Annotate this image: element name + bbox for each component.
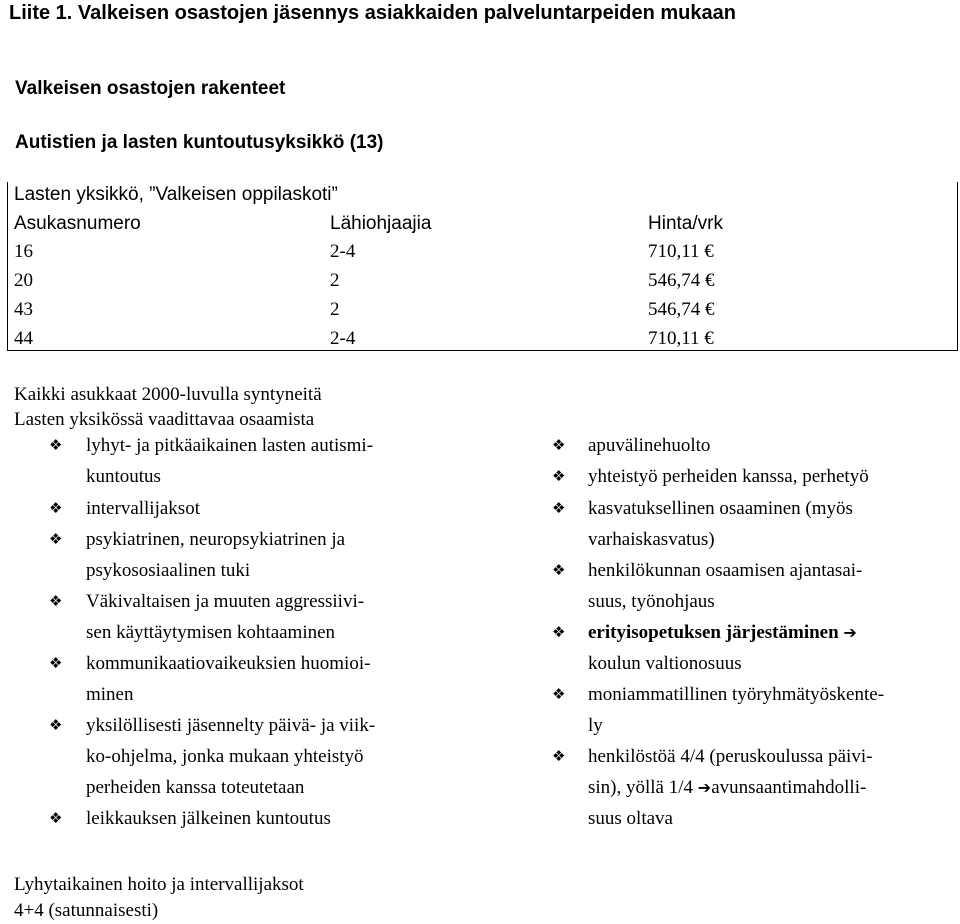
table-cell: 546,74 € bbox=[648, 270, 715, 291]
bullet-diamond-icon: ❖ bbox=[49, 530, 63, 548]
bullet-diamond-icon: ❖ bbox=[552, 561, 566, 579]
emphasis-text: erityisopetuksen järjestäminen bbox=[588, 622, 839, 643]
list-item: Väkivaltaisen ja muuten aggressiivi- bbox=[86, 591, 365, 612]
list-item: koulun valtionosuus bbox=[588, 653, 742, 674]
bullet-diamond-icon: ❖ bbox=[49, 592, 63, 610]
list-item-text: sin), yöllä 1/4 bbox=[588, 777, 694, 798]
bullet-diamond-icon: ❖ bbox=[552, 499, 566, 517]
table-cell: 2-4 bbox=[330, 328, 356, 349]
table-cell: 44 bbox=[14, 328, 33, 349]
list-item bbox=[588, 622, 857, 644]
bullet-diamond-icon: ❖ bbox=[49, 809, 63, 827]
bullet-diamond-icon: ❖ bbox=[49, 716, 63, 734]
list-item-text: avunsaantimahdolli- bbox=[711, 777, 867, 798]
section-title: Valkeisen osastojen rakenteet bbox=[15, 78, 286, 99]
arrow-right-icon: ➔ bbox=[843, 623, 857, 642]
list-item: ko-ohjelma, jonka mukaan yhteistyö bbox=[86, 746, 364, 767]
list-item: kuntoutus bbox=[86, 466, 161, 487]
bullet-diamond-icon: ❖ bbox=[552, 623, 566, 641]
bullet-diamond-icon: ❖ bbox=[49, 654, 63, 672]
list-item: psykososiaalinen tuki bbox=[86, 560, 251, 581]
list-item: ly bbox=[588, 715, 603, 736]
bullet-diamond-icon: ❖ bbox=[552, 747, 566, 765]
table-cell: 2 bbox=[330, 299, 340, 320]
list-item: moniammatillinen työryhmätyöskente- bbox=[588, 684, 885, 705]
list-item: leikkauksen jälkeinen kuntoutus bbox=[86, 808, 331, 829]
skills-heading: Lasten yksikössä vaadittavaa osaamista bbox=[14, 409, 315, 430]
table-cell: 546,74 € bbox=[648, 299, 715, 320]
table-cell: 710,11 € bbox=[648, 241, 714, 262]
list-item: suus, työnohjaus bbox=[588, 591, 715, 612]
list-item: suus oltava bbox=[588, 808, 673, 829]
list-item: henkilöstöä 4/4 (peruskoulussa päivi- bbox=[588, 746, 873, 767]
list-item: varhaiskasvatus) bbox=[588, 529, 715, 550]
list-item bbox=[588, 777, 866, 799]
table-header: Lähiohjaajia bbox=[330, 213, 432, 234]
residents-note: Kaikki asukkaat 2000-luvulla syntyneitä bbox=[14, 384, 322, 405]
list-item: sen käyttäytymisen kohtaaminen bbox=[86, 622, 336, 643]
unit-table-frame bbox=[7, 182, 958, 351]
table-cell: 20 bbox=[14, 270, 33, 291]
list-item: intervallijaksot bbox=[86, 498, 200, 519]
footer-line: Lyhytaikainen hoito ja intervallijaksot bbox=[14, 874, 304, 895]
bullet-diamond-icon: ❖ bbox=[552, 685, 566, 703]
bullet-diamond-icon: ❖ bbox=[552, 467, 566, 485]
list-item: lyhyt- ja pitkäaikainen lasten autismi- bbox=[86, 435, 374, 456]
table-header: Asukasnumero bbox=[14, 213, 141, 234]
table-cell: 2-4 bbox=[330, 241, 356, 262]
table-cell: 2 bbox=[330, 270, 340, 291]
table-cell: 16 bbox=[14, 241, 33, 262]
footer-line: 4+4 (satunnaisesti) bbox=[14, 900, 159, 921]
document-title: Liite 1. Valkeisen osastojen jäsennys asiakkaiden palveluntarpeiden mukaan bbox=[9, 2, 736, 24]
list-item: henkilökunnan osaamisen ajantasai- bbox=[588, 560, 863, 581]
table-header: Hinta/vrk bbox=[648, 213, 723, 234]
arrow-right-icon: ➔ bbox=[697, 778, 712, 797]
list-item: kommunikaatiovaikeuksien huomioi- bbox=[86, 653, 371, 674]
list-item: yksilöllisesti jäsennelty päivä- ja viik- bbox=[86, 715, 376, 736]
list-item: yhteistyö perheiden kanssa, perhetyö bbox=[588, 466, 869, 487]
bullet-diamond-icon: ❖ bbox=[552, 436, 566, 454]
bullet-diamond-icon: ❖ bbox=[49, 436, 63, 454]
bullet-diamond-icon: ❖ bbox=[49, 499, 63, 517]
table-cell: 710,11 € bbox=[648, 328, 714, 349]
list-item: psykiatrinen, neuropsykiatrinen ja bbox=[86, 529, 346, 550]
list-item: minen bbox=[86, 684, 134, 705]
list-item: perheiden kanssa toteutetaan bbox=[86, 777, 305, 798]
table-cell: 43 bbox=[14, 299, 33, 320]
unit-title: Autistien ja lasten kuntoutusyksikkö (13) bbox=[15, 132, 384, 153]
list-item: apuvälinehuolto bbox=[588, 435, 711, 456]
table-caption: Lasten yksikkö, ”Valkeisen oppilaskoti” bbox=[14, 184, 338, 205]
list-item: kasvatuksellinen osaaminen (myös bbox=[588, 498, 853, 519]
